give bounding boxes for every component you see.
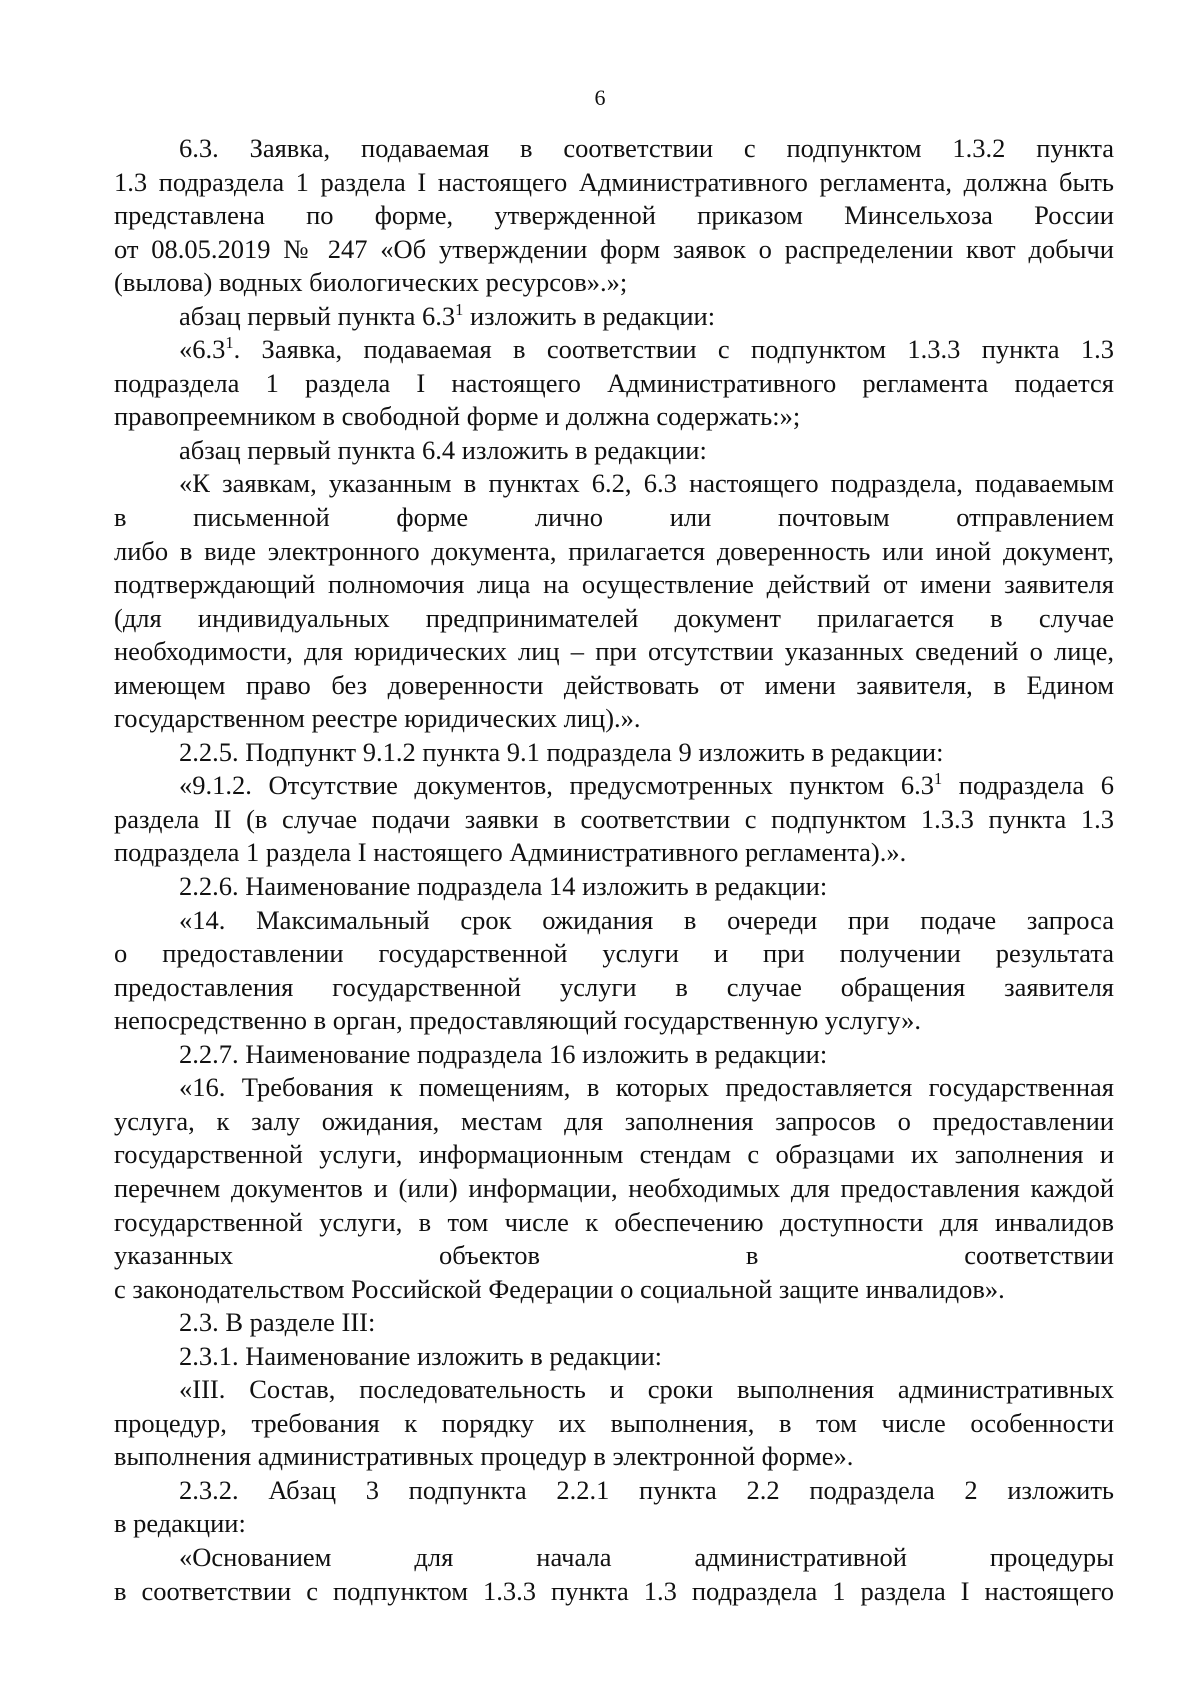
text-line: подраздела 1 раздела I настоящего Административного регламента).». <box>114 837 907 868</box>
paragraph-instruction-6-4: абзац первый пункта 6.4 изложить в редакции: <box>179 434 707 465</box>
text-line: «III. Состав, последовательность и сроки выполнения административных <box>179 1374 1114 1405</box>
text-line: либо в виде электронного документа, прилагается доверенность или иной документ, <box>114 535 1114 566</box>
paragraph-section-iii-title <box>114 1373 1114 1474</box>
text-line: выполнения административных процедур в электронной форме». <box>114 1441 854 1472</box>
superscript: 1 <box>933 769 943 789</box>
text-line: подтверждающий полномочия лица на осуществление действий от имени заявителя <box>114 569 1114 600</box>
text-run: . Заявка, подаваемая в соответствии с подпунктом 1.3.3 пункта 1.3 <box>233 334 1114 365</box>
text-line: подраздела 1 раздела I настоящего Административного регламента подается <box>114 367 1114 398</box>
text-line: государственной услуги, информационным стендам с образцами их заполнения и <box>114 1139 1114 1170</box>
text-line: «14. Максимальный срок ожидания в очереди при подаче запроса <box>179 904 1114 935</box>
paragraph-2-2-5: 2.2.5. Подпункт 9.1.2 пункта 9.1 подраздела 9 изложить в редакции: <box>179 736 944 767</box>
text-line <box>114 769 1114 803</box>
text-run: абзац первый пункта 6.3 <box>179 300 456 331</box>
paragraph-2-2-7: 2.2.7. Наименование подраздела 16 изложить в редакции: <box>179 1038 828 1069</box>
text-line: предоставления государственной услуги в случае обращения заявителя <box>114 971 1114 1002</box>
text-line: представлена по форме, утвержденной приказом Минсельхоза России <box>114 200 1114 231</box>
text-line: непосредственно в орган, предоставляющий государственную услугу». <box>114 1005 922 1036</box>
text-line: правопреемником в свободной форме и должна содержать:»; <box>114 401 801 432</box>
text-line: с законодательством Российской Федерации о социальной защите инвалидов». <box>114 1273 1005 1304</box>
text-line: (для индивидуальных предпринимателей документ прилагается в случае <box>114 602 1114 633</box>
text-line: раздела II (в случае подачи заявки в соответствии с подпунктом 1.3.3 пункта 1.3 <box>114 803 1114 834</box>
paragraph-instruction-6-3-1 <box>114 300 1114 334</box>
text-run: «6.3 <box>179 334 226 365</box>
paragraph-9-1-2 <box>114 769 1114 870</box>
paragraph-basis <box>114 1541 1114 1608</box>
text-line: (вылова) водных биологических ресурсов».»; <box>114 267 628 298</box>
text-line: необходимости, для юридических лиц – при отсутствии указанных сведений о лице, <box>114 636 1114 667</box>
text-line: «16. Требования к помещениям, в которых предоставляется государственная <box>179 1072 1114 1103</box>
text-line: в соответствии с подпунктом 1.3.3 пункта 1.3 подраздела 1 раздела I настоящего <box>114 1575 1114 1606</box>
paragraph-2-2-6: 2.2.6. Наименование подраздела 14 изложить в редакции: <box>179 871 828 902</box>
text-line: услуга, к залу ожидания, местам для заполнения запросов о предоставлении <box>114 1105 1114 1136</box>
document-body <box>114 132 1114 1608</box>
paragraph-16 <box>114 1071 1114 1306</box>
text-line: указанных объектов в соответствии <box>114 1240 1114 1271</box>
text-line: «К заявкам, указанным в пунктах 6.2, 6.3 настоящего подраздела, подаваемым <box>179 468 1114 499</box>
text-line: «Основанием для начала административной процедуры <box>179 1541 1114 1572</box>
text-line: от 08.05.2019 № 247 «Об утверждении форм заявок о распределении квот добычи <box>114 233 1114 264</box>
text-line: в письменной форме лично или почтовым отправлением <box>114 502 1114 533</box>
text-line: 2.3.2. Абзац 3 подпункта 2.2.1 пункта 2.2 подраздела 2 изложить <box>179 1474 1114 1505</box>
text-line: перечнем документов и (или) информации, необходимых для предоставления каждой <box>114 1172 1114 1203</box>
text-run: изложить в редакции: <box>463 300 716 331</box>
text-line <box>114 333 1114 367</box>
text-run: «9.1.2. Отсутствие документов, предусмотренных пунктом 6.3 <box>179 770 934 801</box>
paragraph-6-4 <box>114 467 1114 735</box>
superscript: 1 <box>455 299 464 319</box>
text-run: подраздела 6 <box>942 770 1114 801</box>
page-number: 6 <box>594 85 606 110</box>
text-line: 1.3 подраздела 1 раздела I настоящего Административного регламента, должна быть <box>114 166 1114 197</box>
paragraph-14 <box>114 904 1114 1038</box>
superscript: 1 <box>225 333 234 353</box>
text-line: государственном реестре юридических лиц).». <box>114 703 641 734</box>
text-line: 6.3. Заявка, подаваемая в соответствии с подпунктом 1.3.2 пункта <box>179 133 1114 163</box>
paragraph-2-3-1: 2.3.1. Наименование изложить в редакции: <box>179 1340 663 1371</box>
text-line: государственной услуги, в том числе к обеспечению доступности для инвалидов <box>114 1206 1114 1237</box>
paragraph-2-3-2 <box>114 1474 1114 1541</box>
paragraph-2-3: 2.3. В разделе III: <box>179 1307 376 1338</box>
paragraph-6-3-1 <box>114 333 1114 434</box>
paragraph-6-3 <box>114 132 1114 300</box>
text-line: имеющем право без доверенности действовать от имени заявителя, в Едином <box>114 669 1114 700</box>
text-line: процедур, требования к порядку их выполнения, в том числе особенности <box>114 1407 1114 1438</box>
text-line: в редакции: <box>114 1508 246 1539</box>
text-line: о предоставлении государственной услуги и при получении результата <box>114 938 1114 969</box>
